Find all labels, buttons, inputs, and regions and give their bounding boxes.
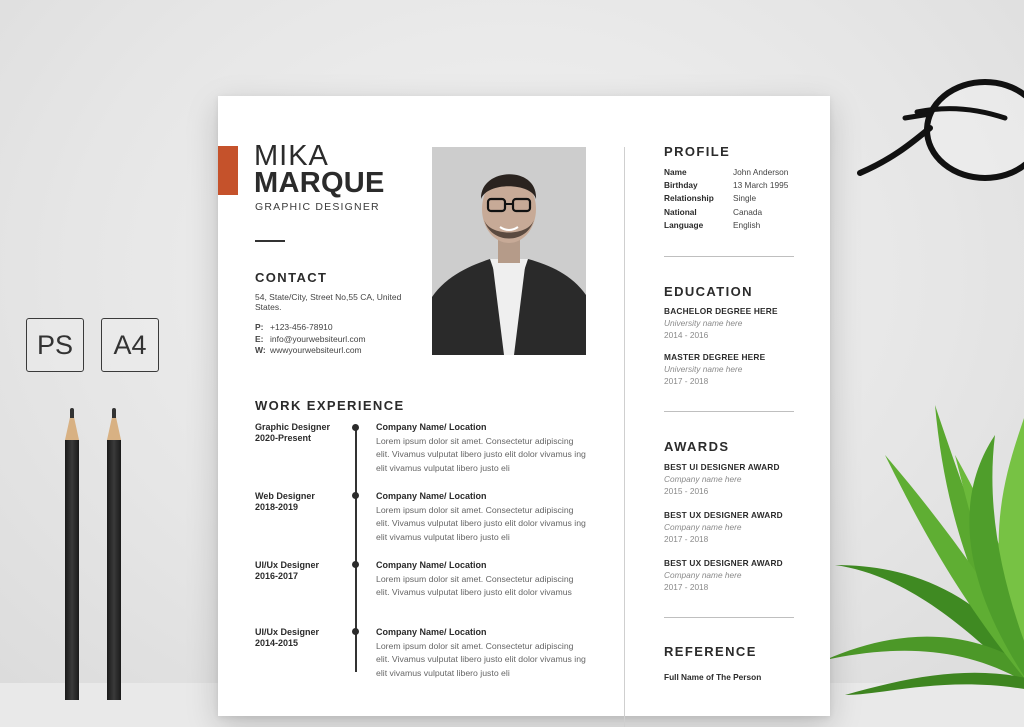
work-description: Lorem ipsum dolor sit amet. Consectetur adipiscing elit. Vivamus vulputat libero justo elit dolor vivamus ing elit vivamus vulputat libero justo eli	[376, 436, 586, 473]
work-role	[255, 627, 355, 648]
education-item	[664, 352, 824, 386]
web-value: wwwyourwebsiteurl.com	[270, 345, 362, 355]
award-item	[664, 462, 824, 496]
web-label: W:	[255, 345, 266, 355]
last-name: MARQUE	[254, 167, 385, 199]
timeline-dot	[352, 628, 359, 635]
pencil-icon	[65, 408, 79, 698]
work-role	[255, 560, 355, 581]
education-heading: EDUCATION	[664, 284, 753, 299]
award-company: Company name here	[664, 522, 742, 532]
awards-heading: AWARDS	[664, 439, 730, 454]
phone-value: +123-456-78910	[270, 322, 333, 332]
award-name: BEST UI DESIGNER AWARD	[664, 462, 780, 472]
award-name: BEST UX DESIGNER AWARD	[664, 558, 783, 568]
first-name: MIKA	[254, 140, 329, 172]
profile-row	[664, 179, 788, 192]
work-company: Company Name/ Location	[376, 560, 487, 570]
profile-row	[664, 206, 788, 219]
ps-badge: PS	[26, 318, 84, 372]
job-title: GRAPHIC DESIGNER	[255, 201, 380, 213]
section-divider	[664, 411, 794, 412]
profile-value: 13 March 1995	[733, 180, 789, 191]
profile-value: English	[733, 219, 761, 230]
work-description: Lorem ipsum dolor sit amet. Consectetur adipiscing elit. Vivamus vulputat libero justo elit dolor vivamus ing elit vivamus vulputat libero justo eli	[376, 505, 586, 542]
profile-value: Canada	[733, 206, 763, 217]
contact-heading: CONTACT	[255, 270, 328, 285]
award-company: Company name here	[664, 570, 742, 580]
profile-key: Birthday	[664, 180, 698, 191]
degree-title: MASTER DEGREE HERE	[664, 352, 766, 362]
email-value: info@yourwebsiteurl.com	[270, 333, 366, 344]
role-title: Graphic Designer	[255, 422, 331, 432]
profile-heading: PROFILE	[664, 144, 731, 159]
plant-icon	[825, 395, 1024, 695]
column-divider	[624, 147, 625, 727]
school-name: University name here	[664, 364, 743, 374]
education-item	[664, 306, 824, 340]
divider	[255, 240, 285, 242]
education-years: 2014 - 2016	[664, 330, 709, 340]
work-description: Lorem ipsum dolor sit amet. Consectetur adipiscing elit. Vivamus vulputat libero justo elit dolor vivamus	[376, 574, 574, 598]
profile-value: Single	[733, 193, 757, 204]
reference-heading: REFERENCE	[664, 644, 757, 659]
profile-row	[664, 192, 788, 205]
award-years: 2017 - 2018	[664, 582, 709, 592]
degree-title: BACHELOR DEGREE HERE	[664, 306, 778, 316]
role-title: UI/Ux Designer	[255, 560, 320, 570]
section-divider	[664, 256, 794, 257]
profile-value: John Anderson	[733, 167, 789, 177]
award-years: 2017 - 2018	[664, 534, 709, 544]
profile-key: Relationship	[664, 193, 714, 204]
education-years: 2017 - 2018	[664, 376, 709, 386]
section-divider	[664, 617, 794, 618]
role-title: UI/Ux Designer	[255, 627, 320, 637]
role-title: Web Designer	[255, 491, 315, 501]
work-experience-heading: WORK EXPERIENCE	[255, 398, 405, 413]
profile-row	[664, 219, 788, 232]
reference-item	[664, 672, 824, 682]
role-period: 2016-2017	[255, 570, 299, 581]
work-company: Company Name/ Location	[376, 422, 487, 432]
phone-label: P:	[255, 322, 264, 332]
award-name: BEST UX DESIGNER AWARD	[664, 510, 783, 520]
timeline-line	[355, 426, 357, 672]
contact-address: 54, State/City, Street No,55 CA, United States.	[255, 292, 402, 312]
eyeglasses-icon	[855, 78, 1024, 198]
timeline-dot	[352, 424, 359, 431]
award-item	[664, 558, 824, 592]
work-role	[255, 491, 355, 512]
reference-person: Full Name of The Person	[664, 672, 762, 682]
role-period: 2014-2015	[255, 637, 299, 648]
profile-photo	[432, 147, 586, 355]
profile-row	[664, 166, 788, 179]
resume-sheet	[218, 96, 830, 716]
contact-details	[255, 322, 366, 357]
timeline-dot	[352, 561, 359, 568]
work-role	[255, 422, 355, 443]
profile-key: Language	[664, 219, 704, 230]
award-item	[664, 510, 824, 544]
role-period: 2018-2019	[255, 501, 299, 512]
accent-bar	[218, 146, 238, 195]
award-company: Company name here	[664, 474, 742, 484]
award-years: 2015 - 2016	[664, 486, 709, 496]
role-period: 2020-Present	[255, 432, 312, 443]
profile-key: National	[664, 206, 697, 217]
a4-badge: A4	[101, 318, 159, 372]
work-company: Company Name/ Location	[376, 627, 487, 637]
profile-key: Name	[664, 167, 687, 177]
timeline-dot	[352, 492, 359, 499]
pencil-icon	[107, 408, 121, 698]
work-company: Company Name/ Location	[376, 491, 487, 501]
email-label: E:	[255, 333, 264, 344]
profile-table	[664, 166, 788, 232]
work-description: Lorem ipsum dolor sit amet. Consectetur adipiscing elit. Vivamus vulputat libero justo elit dolor vivamus ing elit vivamus vulputat libero justo eli	[376, 641, 586, 678]
school-name: University name here	[664, 318, 743, 328]
